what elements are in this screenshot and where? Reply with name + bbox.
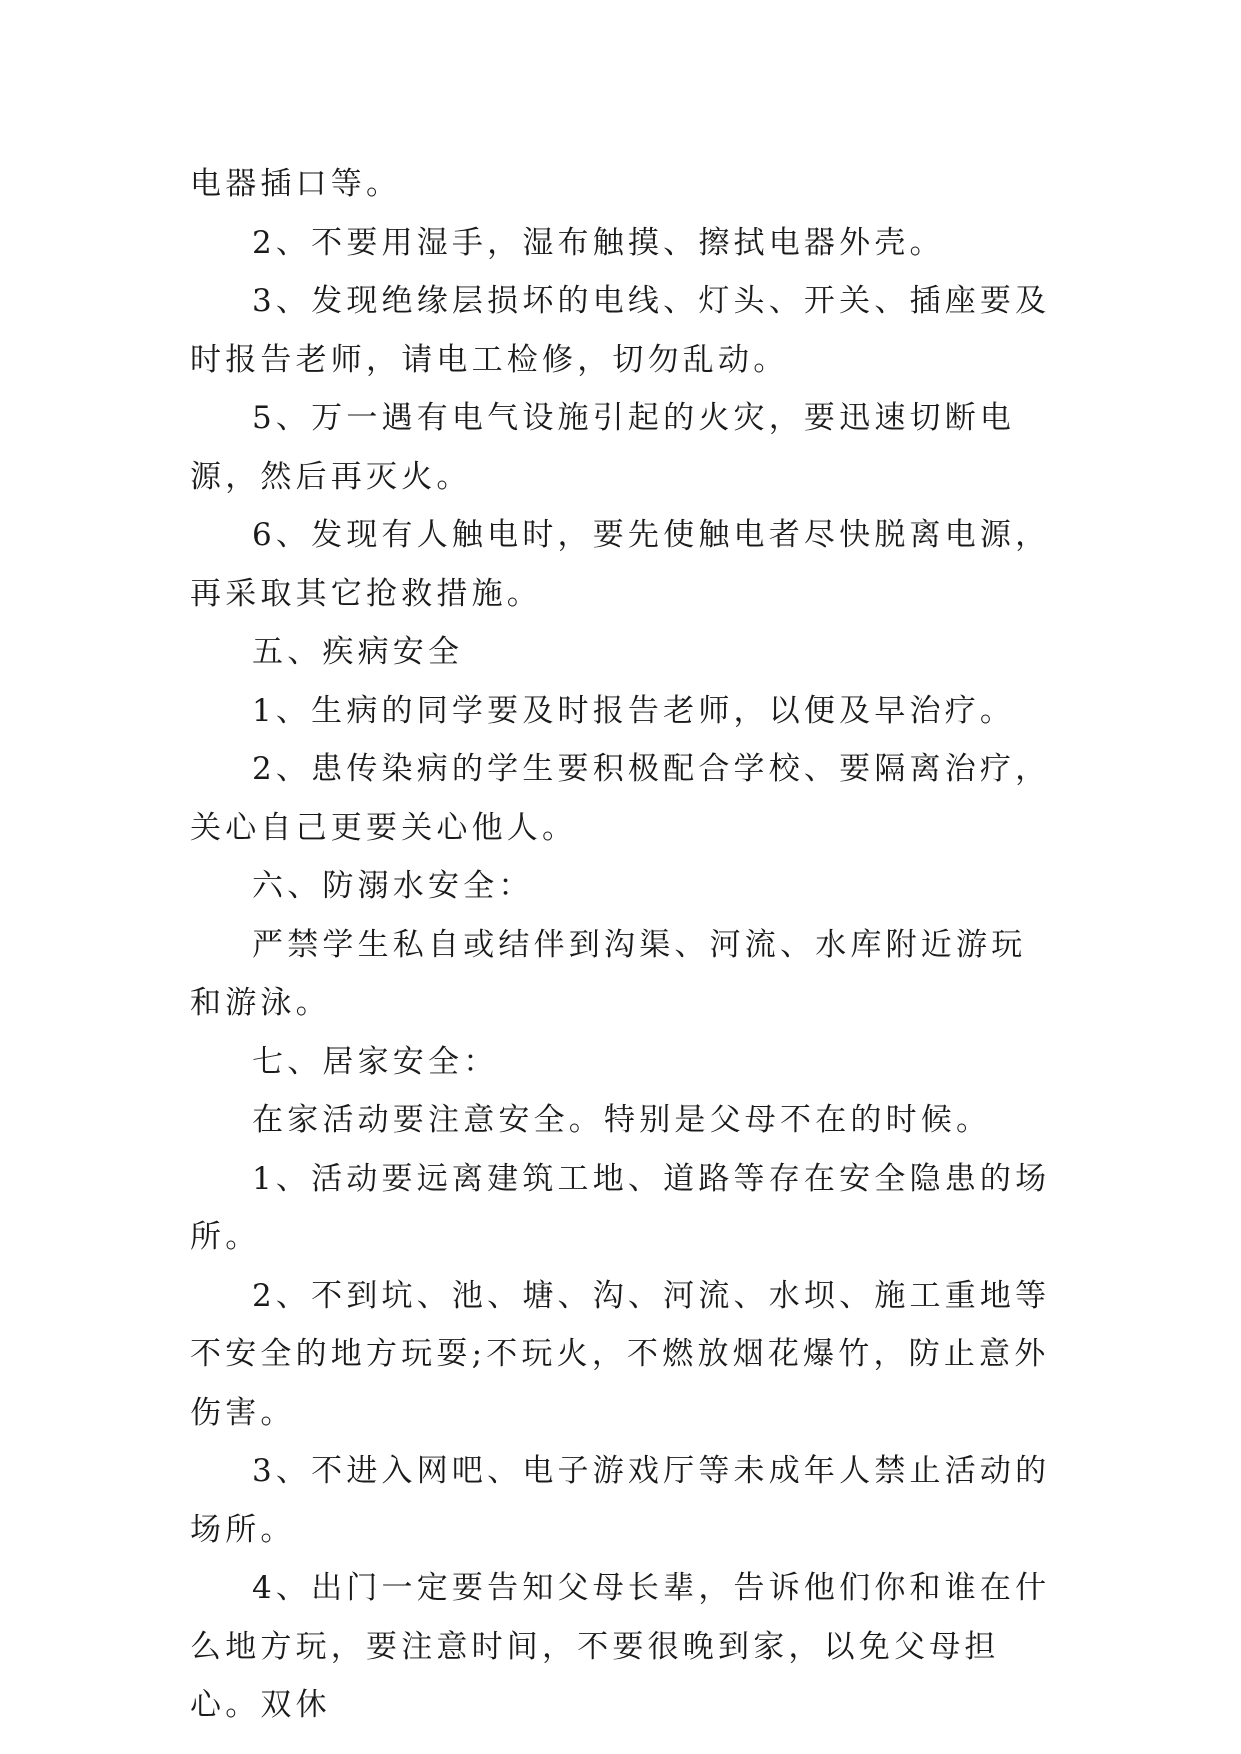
paragraph-continuation: 电器插口等。 xyxy=(190,166,402,202)
section-heading-disease-safety: 五、疾病安全 xyxy=(252,634,464,670)
paragraph-item-1-report-illness: 1、生病的同学要及时报告老师，以便及早治疗。 xyxy=(252,692,1016,729)
paragraph-item-3-internet-cafes: 3、不进入网吧、电子游戏厅等未成年人禁止活动的场所。 xyxy=(190,1453,1051,1548)
paragraph-item-2-dangerous-places: 2、不到坑、池、塘、沟、河流、水坝、施工重地等不安全的地方玩耍;不玩火，不燃放烟花爆竹，防止意外伤害。 xyxy=(190,1277,1051,1431)
paragraph-item-2-wet-hands: 2、不要用湿手，湿布触摸、擦拭电器外壳。 xyxy=(252,224,945,261)
paragraph-item-6-electric-shock: 6、发现有人触电时，要先使触电者尽快脱离电源，再采取其它抢救措施。 xyxy=(190,517,1051,612)
section-heading-drowning-prevention: 六、防溺水安全： xyxy=(252,868,534,904)
paragraph-item-3-damaged-insulation: 3、发现绝缘层损坏的电线、灯头、开关、插座要及时报告老师，请电工检修，切勿乱动。 xyxy=(190,283,1051,378)
paragraph-drowning-rule: 严禁学生私自或结伴到沟渠、河流、水库附近游玩和游泳。 xyxy=(190,926,1027,1021)
section-heading-home-safety: 七、居家安全： xyxy=(252,1043,499,1080)
document-body xyxy=(190,155,1060,1735)
paragraph-item-4-inform-parents: 4、出门一定要告知父母长辈，告诉他们你和谁在什么地方玩，要注意时间，不要很晚到家，以免父母担心。双休 xyxy=(190,1570,1051,1723)
paragraph-home-safety-intro: 在家活动要注意安全。特别是父母不在的时候。 xyxy=(252,1102,992,1138)
paragraph-item-2-infectious-disease: 2、患传染病的学生要积极配合学校、要隔离治疗，关心自己更要关心他人。 xyxy=(190,751,1051,846)
paragraph-item-1-construction-sites: 1、活动要远离建筑工地、道路等存在安全隐患的场所。 xyxy=(190,1160,1051,1255)
paragraph-item-5-electrical-fire: 5、万一遇有电气设施引起的火灾，要迅速切断电源，然后再灭火。 xyxy=(190,400,1016,495)
